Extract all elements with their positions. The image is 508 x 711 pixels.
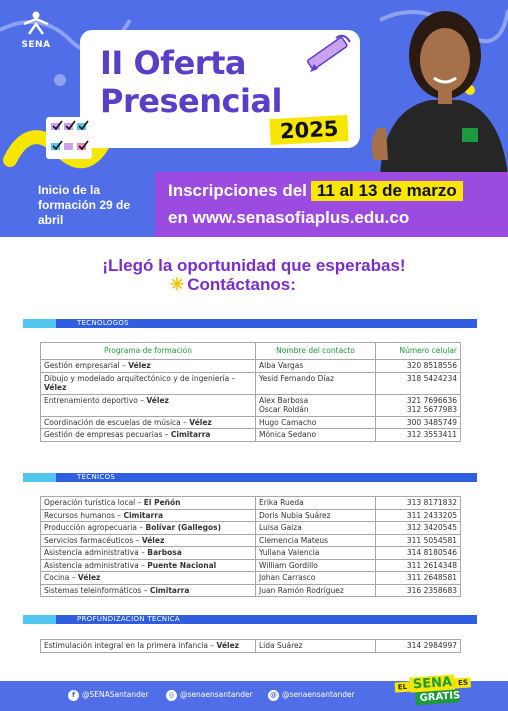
table-row (41, 394, 461, 416)
separator: – (208, 641, 217, 650)
year-badge: 2025 (269, 115, 349, 145)
table-row (41, 522, 461, 535)
table-row (41, 547, 461, 560)
program-cell (41, 640, 256, 653)
sena-logo-icon (20, 10, 52, 36)
section-accent (23, 615, 56, 624)
location: Cimitarra (123, 510, 164, 520)
facebook-icon: f (68, 690, 79, 701)
program-cell (41, 497, 256, 510)
program-name: Producción agropecuaria (44, 523, 137, 532)
checklist-icon (46, 117, 92, 159)
table-row (41, 572, 461, 585)
phone-number[interactable]: 318 5424234 (376, 372, 461, 394)
program-cell (41, 547, 256, 560)
location: Vélez (189, 417, 212, 427)
phone-number[interactable]: 311 2648581 (376, 572, 461, 585)
badge-el: EL (395, 682, 411, 693)
location: El Peñón (143, 498, 181, 507)
table-row (41, 640, 461, 653)
program-cell (41, 584, 256, 597)
table-row (41, 534, 461, 547)
contact-name: Luisa Gaiza (256, 522, 376, 535)
section-bar-profundizacion (23, 615, 477, 624)
separator: – (137, 395, 147, 405)
program-name: Sistemas teleinformáticos (44, 585, 142, 595)
location: Vélez (44, 383, 67, 392)
contact-name: Hugo Camacho (256, 416, 376, 429)
contact-label: Contáctanos: (187, 275, 296, 294)
phone-number[interactable]: 312 3553411 (376, 429, 461, 442)
badge-sena: SENA (409, 674, 455, 692)
table-row (41, 497, 461, 510)
phone-number[interactable]: 314 2984997 (376, 640, 461, 653)
phone-number[interactable]: 300 3485749 (376, 416, 461, 429)
instagram-icon: ◎ (166, 690, 177, 701)
program-name: Operación turística local (44, 498, 136, 507)
program-name: Cocina (44, 573, 70, 582)
title-line-2: Presencial (100, 82, 282, 120)
section-bar-tecnicos (23, 473, 477, 482)
column-header-program: Programa de formación (41, 343, 256, 360)
phone-number[interactable]: 312 3420545 (376, 522, 461, 535)
program-cell (41, 572, 256, 585)
instagram-handle: @senaensantander (180, 690, 253, 699)
separator: – (229, 373, 236, 383)
contact-heading (170, 275, 296, 295)
table-tecnicos (40, 496, 461, 597)
phone-number[interactable]: 316 2358683 (376, 584, 461, 597)
program-name: Gestión de empresas pecuarias (44, 430, 163, 439)
program-name: Recursos humanos (44, 510, 115, 520)
program-cell (41, 522, 256, 535)
logo-text: SENA (21, 40, 51, 50)
section-accent (23, 473, 56, 482)
contact-name: William Gordillo (256, 559, 376, 572)
column-header-contact: Nombre del contacto (256, 343, 376, 360)
title-line-1: II Oferta (100, 44, 246, 82)
sparkle-icon: ✳ (170, 275, 185, 294)
program-name: Servicios farmacéuticos (44, 535, 134, 545)
program-cell (41, 416, 256, 429)
program-cell (41, 360, 256, 373)
badge-es: ES (455, 677, 471, 688)
registration-line (168, 181, 463, 201)
contact-name: Johan Carrasco (256, 572, 376, 585)
table-row (41, 509, 461, 522)
program-name: Entrenamiento deportivo (44, 395, 138, 405)
separator: – (180, 417, 190, 427)
section-title: TÉCNICOS (77, 473, 116, 481)
program-name: Dibujo y modelado arquitectónico y de ingeniería (44, 373, 230, 383)
program-name: Gestión empresarial (44, 361, 120, 370)
location: Vélez (216, 641, 240, 650)
phone-number[interactable]: 311 2433205 (376, 509, 461, 522)
social-facebook[interactable] (68, 688, 149, 702)
program-name: Asistencia administrativa (44, 548, 139, 557)
table-profundizacion (40, 639, 461, 653)
section-accent (23, 319, 56, 328)
location: Bolívar (Gallegos) (145, 523, 222, 532)
separator: – (133, 535, 142, 545)
location: Puente Nacional (147, 560, 217, 570)
location: Barbosa (147, 548, 182, 557)
threads-icon: @ (270, 690, 277, 699)
separator: – (69, 573, 78, 582)
registration-prefix: Inscripciones del (168, 181, 307, 200)
badge-gratis: GRATIS (415, 689, 460, 705)
location: Vélez (141, 535, 165, 545)
location: Cimitarra (149, 585, 190, 595)
separator: – (119, 361, 129, 370)
contact-name: Mónica Sedano (256, 429, 376, 442)
social-instagram[interactable] (166, 688, 253, 702)
program-name: Asistencia administrativa (44, 560, 139, 570)
person-illustration (360, 0, 508, 175)
threads-handle: @senaensantander (282, 690, 355, 699)
program-cell (41, 394, 256, 416)
contact-name: Alex Barbosa Oscar Roldán (256, 394, 376, 416)
table-tecnologos (40, 342, 461, 442)
facebook-handle: @SENASantander (82, 690, 149, 699)
location: Vélez (128, 361, 151, 370)
location: Vélez (146, 395, 169, 405)
section-title: TECNÓLOGOS (77, 319, 129, 327)
sena-logo (20, 10, 52, 50)
table-row (41, 416, 461, 429)
program-name: Estimulación integral en la primera infancia (44, 641, 209, 650)
program-name: Coordinación de escuelas de música (44, 417, 181, 427)
table-row (41, 360, 461, 373)
contact-name: Yesid Fernando Díaz (256, 372, 376, 394)
section-title: PROFUNDIZACIÓN TÉCNICA (77, 615, 180, 623)
program-cell (41, 429, 256, 442)
phone-number[interactable]: 320 8518556 (376, 360, 461, 373)
separator: – (138, 548, 148, 557)
pencil-icon (300, 28, 358, 78)
separator: – (114, 510, 124, 520)
section-bar-tecnologos (23, 319, 477, 328)
separator: – (141, 585, 150, 595)
contact-name: Erika Rueda (256, 497, 376, 510)
location: Vélez (77, 573, 101, 582)
location: Cimitarra (170, 430, 211, 439)
phone-number[interactable]: 311 5054581 (376, 534, 461, 547)
registration-website[interactable]: en www.senasofiaplus.edu.co (168, 208, 410, 227)
phone-number[interactable]: 314 8180546 (376, 547, 461, 560)
social-threads[interactable] (268, 688, 355, 702)
sena-gratis-badge (394, 669, 472, 706)
program-cell (41, 509, 256, 522)
contact-name: Clemencia Mateus (256, 534, 376, 547)
phone-number[interactable]: 311 2614348 (376, 559, 461, 572)
separator: – (162, 430, 171, 439)
program-cell (41, 559, 256, 572)
separator: – (136, 523, 146, 532)
table-header-row (41, 343, 461, 360)
table-row (41, 372, 461, 394)
table-row (41, 584, 461, 597)
table-row (41, 559, 461, 572)
separator: – (135, 498, 144, 507)
table-row (41, 429, 461, 442)
headline: ¡Llegó la oportunidad que esperabas! (102, 256, 406, 275)
start-date-text: Inicio de la formación 29 de abril (38, 183, 131, 227)
registration-dates: 11 al 13 de marzo (311, 181, 463, 201)
contact-name: Doris Nubia Suárez (256, 509, 376, 522)
program-cell (41, 534, 256, 547)
separator: – (138, 560, 148, 570)
contact-name: Yuliana Valencia (256, 547, 376, 560)
phone-number[interactable]: 313 8171832 (376, 497, 461, 510)
column-header-phone: Número celular (376, 343, 461, 360)
program-cell (41, 372, 256, 394)
phone-number[interactable]: 321 7696636 312 5677983 (376, 394, 461, 416)
contact-name: Juan Ramón Rodríguez (256, 584, 376, 597)
contact-name: Lida Suárez (256, 640, 376, 653)
contact-name: Alba Vargas (256, 360, 376, 373)
